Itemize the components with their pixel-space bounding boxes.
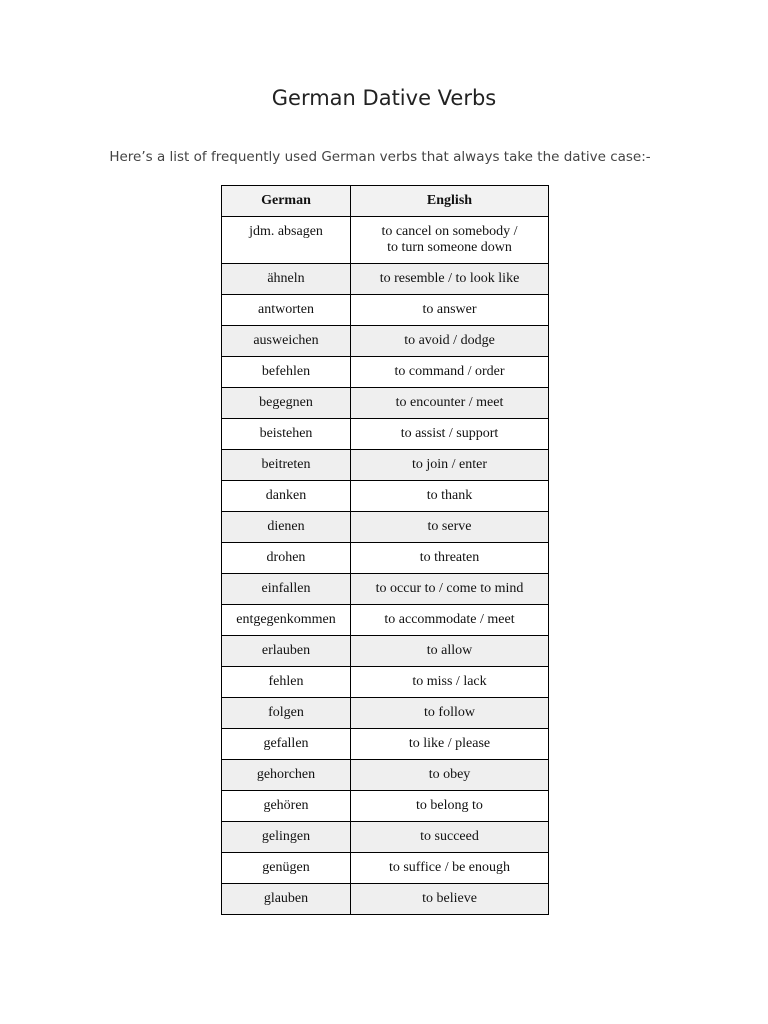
german-cell: erlauben <box>222 636 351 667</box>
english-cell: to follow <box>351 698 549 729</box>
table-row <box>222 419 549 450</box>
german-cell: dienen <box>222 512 351 543</box>
english-cell: to occur to / come to mind <box>351 574 549 605</box>
english-cell: to join / enter <box>351 450 549 481</box>
table-row <box>222 264 549 295</box>
table-row <box>222 884 549 915</box>
german-cell: fehlen <box>222 667 351 698</box>
english-cell: to suffice / be enough <box>351 853 549 884</box>
table-row <box>222 853 549 884</box>
english-cell: to answer <box>351 295 549 326</box>
english-cell: to assist / support <box>351 419 549 450</box>
table-row <box>222 636 549 667</box>
german-cell: genügen <box>222 853 351 884</box>
german-cell: entgegenkommen <box>222 605 351 636</box>
english-cell: to serve <box>351 512 549 543</box>
german-cell: gefallen <box>222 729 351 760</box>
german-cell: einfallen <box>222 574 351 605</box>
table-row <box>222 698 549 729</box>
german-cell: beitreten <box>222 450 351 481</box>
table-row <box>222 388 549 419</box>
english-cell: to resemble / to look like <box>351 264 549 295</box>
table-row <box>222 729 549 760</box>
german-cell: jdm. absagen <box>222 217 351 264</box>
english-cell: to miss / lack <box>351 667 549 698</box>
table-row <box>222 760 549 791</box>
table-row <box>222 450 549 481</box>
column-header-english: English <box>351 186 549 217</box>
german-cell: beistehen <box>222 419 351 450</box>
german-cell: ausweichen <box>222 326 351 357</box>
english-cell: to accommodate / meet <box>351 605 549 636</box>
page-title: German Dative Verbs <box>271 86 497 110</box>
german-cell: folgen <box>222 698 351 729</box>
english-cell: to belong to <box>351 791 549 822</box>
english-cell <box>351 217 549 264</box>
table-row <box>222 574 549 605</box>
table-row <box>222 481 549 512</box>
english-cell-line: to turn someone down <box>387 240 512 255</box>
table-row <box>222 357 549 388</box>
table-row <box>222 667 549 698</box>
column-header-german: German <box>222 186 351 217</box>
table-row <box>222 512 549 543</box>
table-header-row <box>222 186 549 217</box>
german-cell: gelingen <box>222 822 351 853</box>
english-cell: to allow <box>351 636 549 667</box>
table-row <box>222 543 549 574</box>
table-row <box>222 295 549 326</box>
german-cell: ähneln <box>222 264 351 295</box>
dative-verbs-table <box>221 185 549 915</box>
english-cell: to believe <box>351 884 549 915</box>
table-row <box>222 791 549 822</box>
english-cell: to like / please <box>351 729 549 760</box>
german-cell: glauben <box>222 884 351 915</box>
english-cell: to command / order <box>351 357 549 388</box>
english-cell: to encounter / meet <box>351 388 549 419</box>
german-cell: antworten <box>222 295 351 326</box>
german-cell: gehören <box>222 791 351 822</box>
english-cell-line: to cancel on somebody / <box>381 224 518 239</box>
table-row <box>222 605 549 636</box>
german-cell: drohen <box>222 543 351 574</box>
german-cell: begegnen <box>222 388 351 419</box>
german-cell: danken <box>222 481 351 512</box>
intro-paragraph: Here’s a list of frequently used German verbs that always take the dative case:- <box>109 149 651 165</box>
english-cell: to thank <box>351 481 549 512</box>
table-row <box>222 217 549 264</box>
table-row <box>222 326 549 357</box>
english-cell: to threaten <box>351 543 549 574</box>
table-row <box>222 822 549 853</box>
german-cell: gehorchen <box>222 760 351 791</box>
german-cell: befehlen <box>222 357 351 388</box>
english-cell: to succeed <box>351 822 549 853</box>
english-cell: to avoid / dodge <box>351 326 549 357</box>
english-cell: to obey <box>351 760 549 791</box>
